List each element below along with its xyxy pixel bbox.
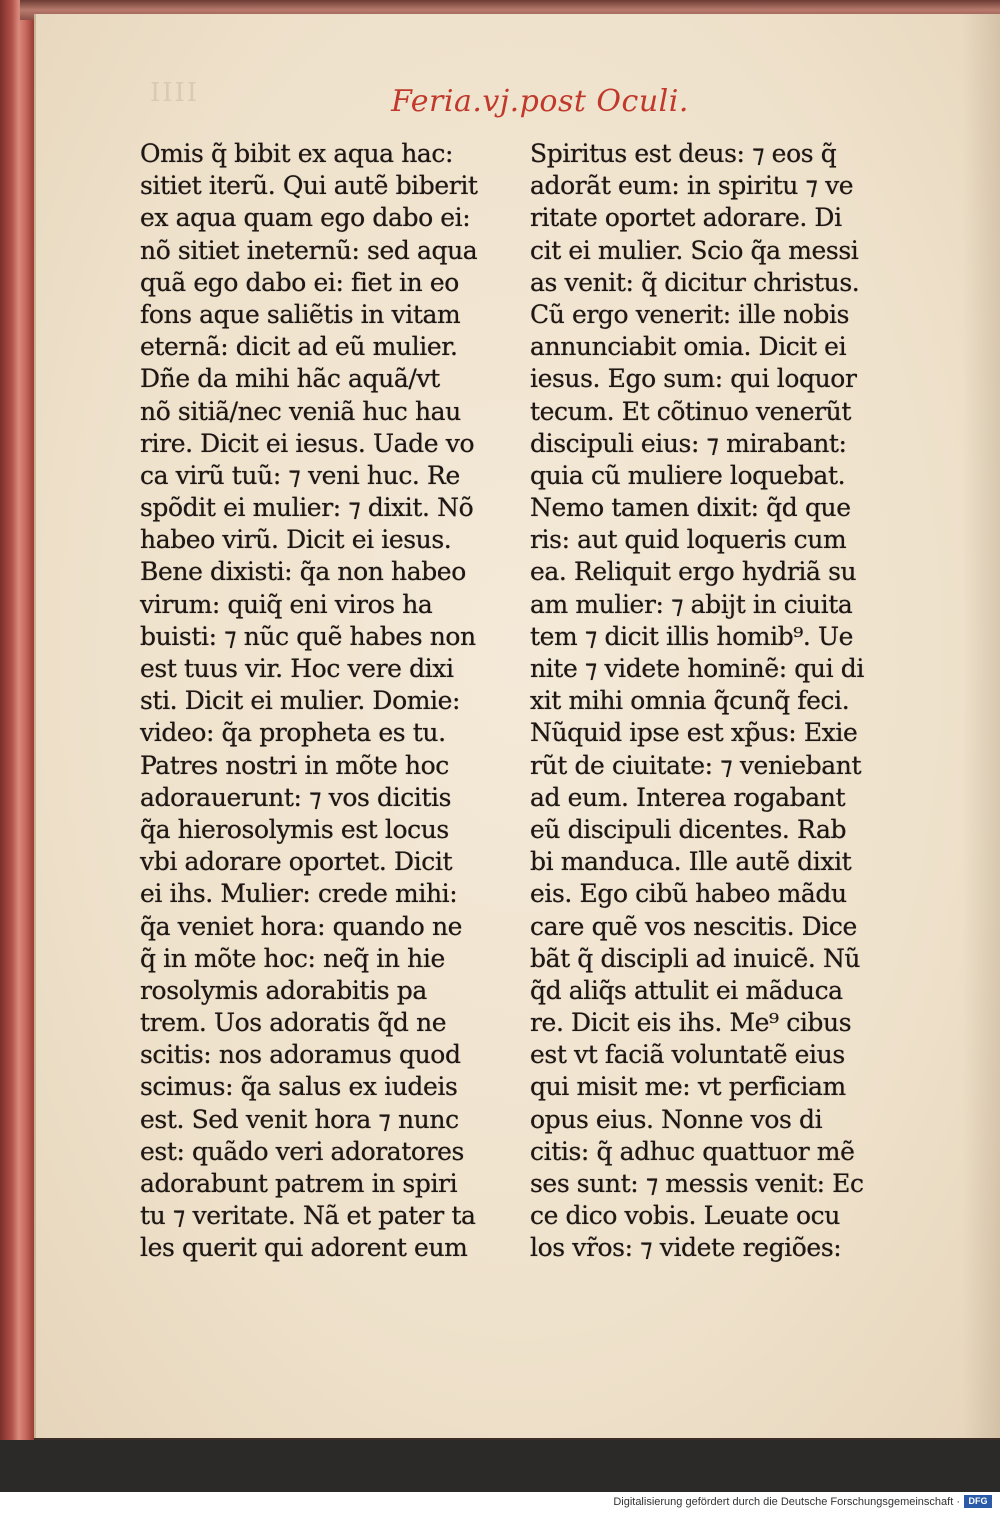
text-line: ritate oportet adorare. Di <box>530 203 842 233</box>
text-line: q̃a veniet hora: quando ne <box>140 911 463 941</box>
text-line: trem. Uos adoratis q̃d ne <box>140 1008 447 1038</box>
text-line: tem ⁊ dicit illis homib⁹. Ue <box>530 621 854 651</box>
folio-show-through: IIII <box>150 78 200 108</box>
text-line: am mulier: ⁊ abijt in ciuita <box>530 589 853 619</box>
running-head: Feria.vj.post Oculi. <box>391 84 689 119</box>
text-line: virum: quiq̃ eni viros ha <box>140 589 433 619</box>
text-line: est tuus vir. Hoc vere dixi <box>140 654 454 683</box>
text-line: care quẽ vos nescitis. Dice <box>530 911 857 941</box>
text-line: nõ sitiet ineternũ: sed aqua <box>140 235 478 265</box>
text-line: ad eum. Interea rogabant <box>530 782 846 812</box>
text-column-right <box>530 138 870 1265</box>
text-line: ca virũ tuũ: ⁊ veni huc. Re <box>140 460 460 490</box>
text-line: nõ sitiã/nec veniã huc hau <box>140 396 461 426</box>
text-line: Dñe da mihi hãc aquã/vt <box>140 364 440 394</box>
text-line: re. Dicit eis ihs. Me⁹ cibus <box>530 1008 852 1038</box>
text-line: est. Sed venit hora ⁊ nunc <box>140 1104 459 1134</box>
text-line: scitis: nos adoramus quod <box>140 1040 461 1070</box>
text-line: quia cũ muliere loquebat. <box>530 460 846 490</box>
text-line: est: quãdo veri adoratores <box>140 1136 464 1166</box>
text-line: los vr̃os: ⁊ videte regiões: <box>530 1233 842 1263</box>
text-line: ea. Reliquit ergo hydriã su <box>530 557 857 587</box>
text-line: fons aque saliẽtis in vitam <box>140 299 461 329</box>
text-line: ses sunt: ⁊ messis venit: Ec <box>530 1169 864 1198</box>
text-column-left <box>140 138 480 1265</box>
text-line: discipuli eius: ⁊ mirabant: <box>530 428 847 458</box>
text-line: ris: aut quid loqueris cum <box>530 525 847 555</box>
text-line: Nũquid ipse est xp̃us: Exie <box>530 718 858 748</box>
text-line: vbi adorare oportet. Dicit <box>140 847 453 877</box>
text-line: scimus: q̃a salus ex iudeis <box>140 1072 458 1102</box>
text-line: adorabunt patrem in spiri <box>140 1169 458 1198</box>
text-line: as venit: q̃ dicitur christus. <box>530 267 860 297</box>
text-line: annunciabit omia. Dicit ei <box>530 332 847 362</box>
text-line: sitiet iterũ. Qui autẽ biberit <box>140 171 478 201</box>
text-line: Omis q̃ bibit ex aqua hac: <box>140 139 454 168</box>
funding-credit: Digitalisierung gefördert durch die Deutsche Forschungsgemeinschaft · <box>613 1496 960 1508</box>
text-line: q̃a hierosolymis est locus <box>140 814 449 844</box>
text-line: quã ego dabo ei: fiet in eo <box>140 267 459 297</box>
text-line: ex aqua quam ego dabo ei: <box>140 203 471 233</box>
text-line: iesus. Ego sum: qui loquor <box>530 364 857 394</box>
text-line: adorãt eum: in spiritu ⁊ ve <box>530 171 854 201</box>
page-edge-left <box>0 0 34 1440</box>
text-line: rũt de ciuitate: ⁊ veniebant <box>530 750 862 780</box>
text-line: eis. Ego cibũ habeo mãdu <box>530 879 847 909</box>
text-line: habeo virũ. Dicit ei iesus. <box>140 525 452 555</box>
text-line: tecum. Et cõtinuo venerũt <box>530 396 851 426</box>
text-line: opus eius. Nonne vos di <box>530 1104 823 1134</box>
text-line: citis: q̃ adhuc quattuor mẽ <box>530 1136 855 1166</box>
text-line: les querit qui adorent eum <box>140 1233 468 1263</box>
text-line: video: q̃a propheta es tu. <box>140 718 446 748</box>
text-line: ei ihs. Mulier: crede mihi: <box>140 879 458 909</box>
text-line: eũ discipuli dicentes. Rab <box>530 814 847 844</box>
text-line: xit mihi omnia q̃cunq̃ feci. <box>530 686 850 716</box>
text-line: cit ei mulier. Scio q̃a messi <box>530 235 859 265</box>
text-line: Bene dixisti: q̃a non habeo <box>140 557 466 587</box>
text-line: rosolymis adorabitis pa <box>140 975 427 1005</box>
text-line: Spiritus est deus: ⁊ eos q̃ <box>530 139 837 168</box>
text-line: bi manduca. Ille autẽ dixit <box>530 847 852 877</box>
text-line: sti. Dicit ei mulier. Domie: <box>140 686 461 716</box>
text-line: q̃ in mõte hoc: neq̃ in hie <box>140 943 445 973</box>
text-line: eternã: dicit ad eũ mulier. <box>140 332 458 362</box>
dfg-logo: DFG <box>964 1495 992 1508</box>
text-line: Patres nostri in mõte hoc <box>140 750 449 780</box>
text-line: buisti: ⁊ nũc quẽ habes non <box>140 621 476 651</box>
text-line: Cũ ergo venerit: ille nobis <box>530 299 850 329</box>
text-line: est vt faciã voluntatẽ eius <box>530 1040 845 1070</box>
text-line: rire. Dicit ei iesus. Uade vo <box>140 428 475 458</box>
page-gutter-shadow <box>962 14 1000 1438</box>
text-line: bãt q̃ discipli ad inuicẽ. Nũ <box>530 943 861 973</box>
text-line: q̃d aliq̃s attulit ei mãduca <box>530 975 843 1005</box>
text-line: Nemo tamen dixit: q̃d que <box>530 493 851 523</box>
text-line: adorauerunt: ⁊ vos dicitis <box>140 782 452 812</box>
text-line: qui misit me: vt perficiam <box>530 1072 846 1102</box>
text-line: ce dico vobis. Leuate ocu <box>530 1201 840 1231</box>
text-line: nite ⁊ videte hominẽ: qui di <box>530 654 864 683</box>
text-line: tu ⁊ veritate. Nã et pater ta <box>140 1201 476 1231</box>
text-line: spõdit ei mulier: ⁊ dixit. Nõ <box>140 493 474 523</box>
